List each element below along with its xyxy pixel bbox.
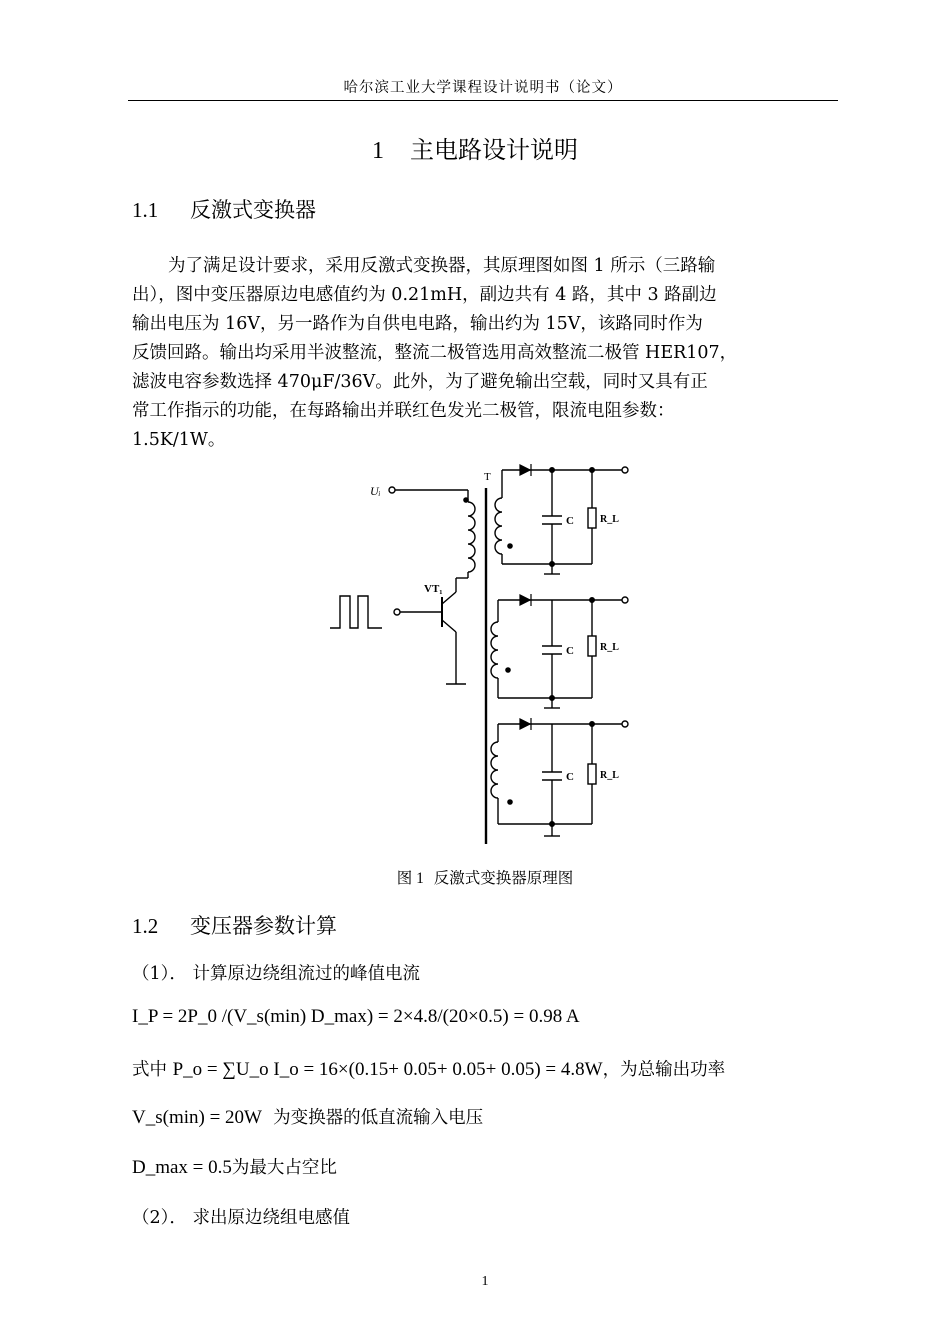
transformer-label: T [484, 471, 491, 483]
section-number: 1.2 [132, 914, 159, 938]
equation-min-voltage: V_s(min) = 20W [132, 1107, 262, 1128]
page-number: 1 [481, 1274, 489, 1289]
equation-note: ，为总输出功率 [602, 1060, 726, 1080]
paragraph-line: 输出电压为 16V，另一路作为自供电电路，输出约为 15V，该路同时作为 [132, 314, 703, 334]
header-rule [128, 100, 838, 101]
equation-note: 为最大占空比 [231, 1158, 337, 1178]
step-1-heading: （1）． 计算原边绕组流过的峰值电流 [132, 964, 420, 984]
equation-peak-current: I_P = 2P_0 /(V_s(min) D_max) = 2×4.8/(20×0.5) = 0.98 A [132, 1006, 580, 1027]
flyback-schematic-figure [320, 462, 650, 858]
load-resistor-label: R_L [600, 514, 619, 525]
capacitor-label: C [566, 645, 574, 657]
section-number: 1.1 [132, 198, 159, 222]
intro-paragraph [132, 252, 838, 455]
input-voltage-label: Uᵢ [370, 484, 381, 498]
figure-caption-text: 反激式变换器原理图 [433, 869, 574, 887]
section-heading-1-1 [132, 194, 316, 224]
paragraph-line: 为了满足设计要求，采用反激式变换器，其原理图如图 1 所示（三路输 [168, 256, 716, 276]
equation-output-power-line [132, 1056, 725, 1081]
equation-max-duty: D_max = 0.5 [132, 1157, 232, 1178]
paragraph-line: 出），图中变压器原边电感值约为 0.21mH，副边共有 4 路，其中 3 路副边 [132, 285, 717, 305]
capacitor-label: C [566, 515, 574, 527]
paragraph-line: 滤波电容参数选择 470μF/36V。此外，为了避免输出空载，同时又具有正 [132, 372, 708, 392]
chapter-title [0, 130, 950, 165]
section-title: 反激式变换器 [190, 198, 316, 222]
transistor-label: VT₁ [424, 583, 443, 595]
figure-caption [0, 866, 950, 888]
paragraph-line: 1.5K/1W。 [132, 430, 226, 450]
equation-prefix: 式中 [132, 1060, 167, 1080]
section-heading-1-2 [132, 910, 337, 940]
load-resistor-label: R_L [600, 770, 619, 781]
load-resistor-label: R_L [600, 642, 619, 653]
page-header: 哈尔滨工业大学课程设计说明书（论文） [343, 80, 623, 96]
equation-min-voltage-line [132, 1104, 483, 1129]
equation-max-duty-line [132, 1154, 337, 1179]
equation-output-power: P_o = ∑U_o I_o = 16×(0.15+ 0.05+ 0.05+ 0.05) = 4.8W [172, 1059, 603, 1080]
figure-caption-tag: 图 1 [396, 870, 424, 887]
chapter-number: 1 [372, 138, 384, 164]
section-title: 变压器参数计算 [190, 914, 337, 938]
step-2-heading: （2）． 求出原边绕组电感值 [132, 1208, 350, 1228]
paragraph-line: 常工作指示的功能，在每路输出并联红色发光二极管，限流电阻参数： [132, 401, 675, 421]
chapter-title-text: 主电路设计说明 [410, 136, 578, 164]
paragraph-line: 反馈回路。输出均采用半波整流，整流二极管选用高效整流二极管 HER107， [132, 343, 738, 363]
capacitor-label: C [566, 771, 574, 783]
equation-note: 为变换器的低直流输入电压 [273, 1108, 484, 1128]
